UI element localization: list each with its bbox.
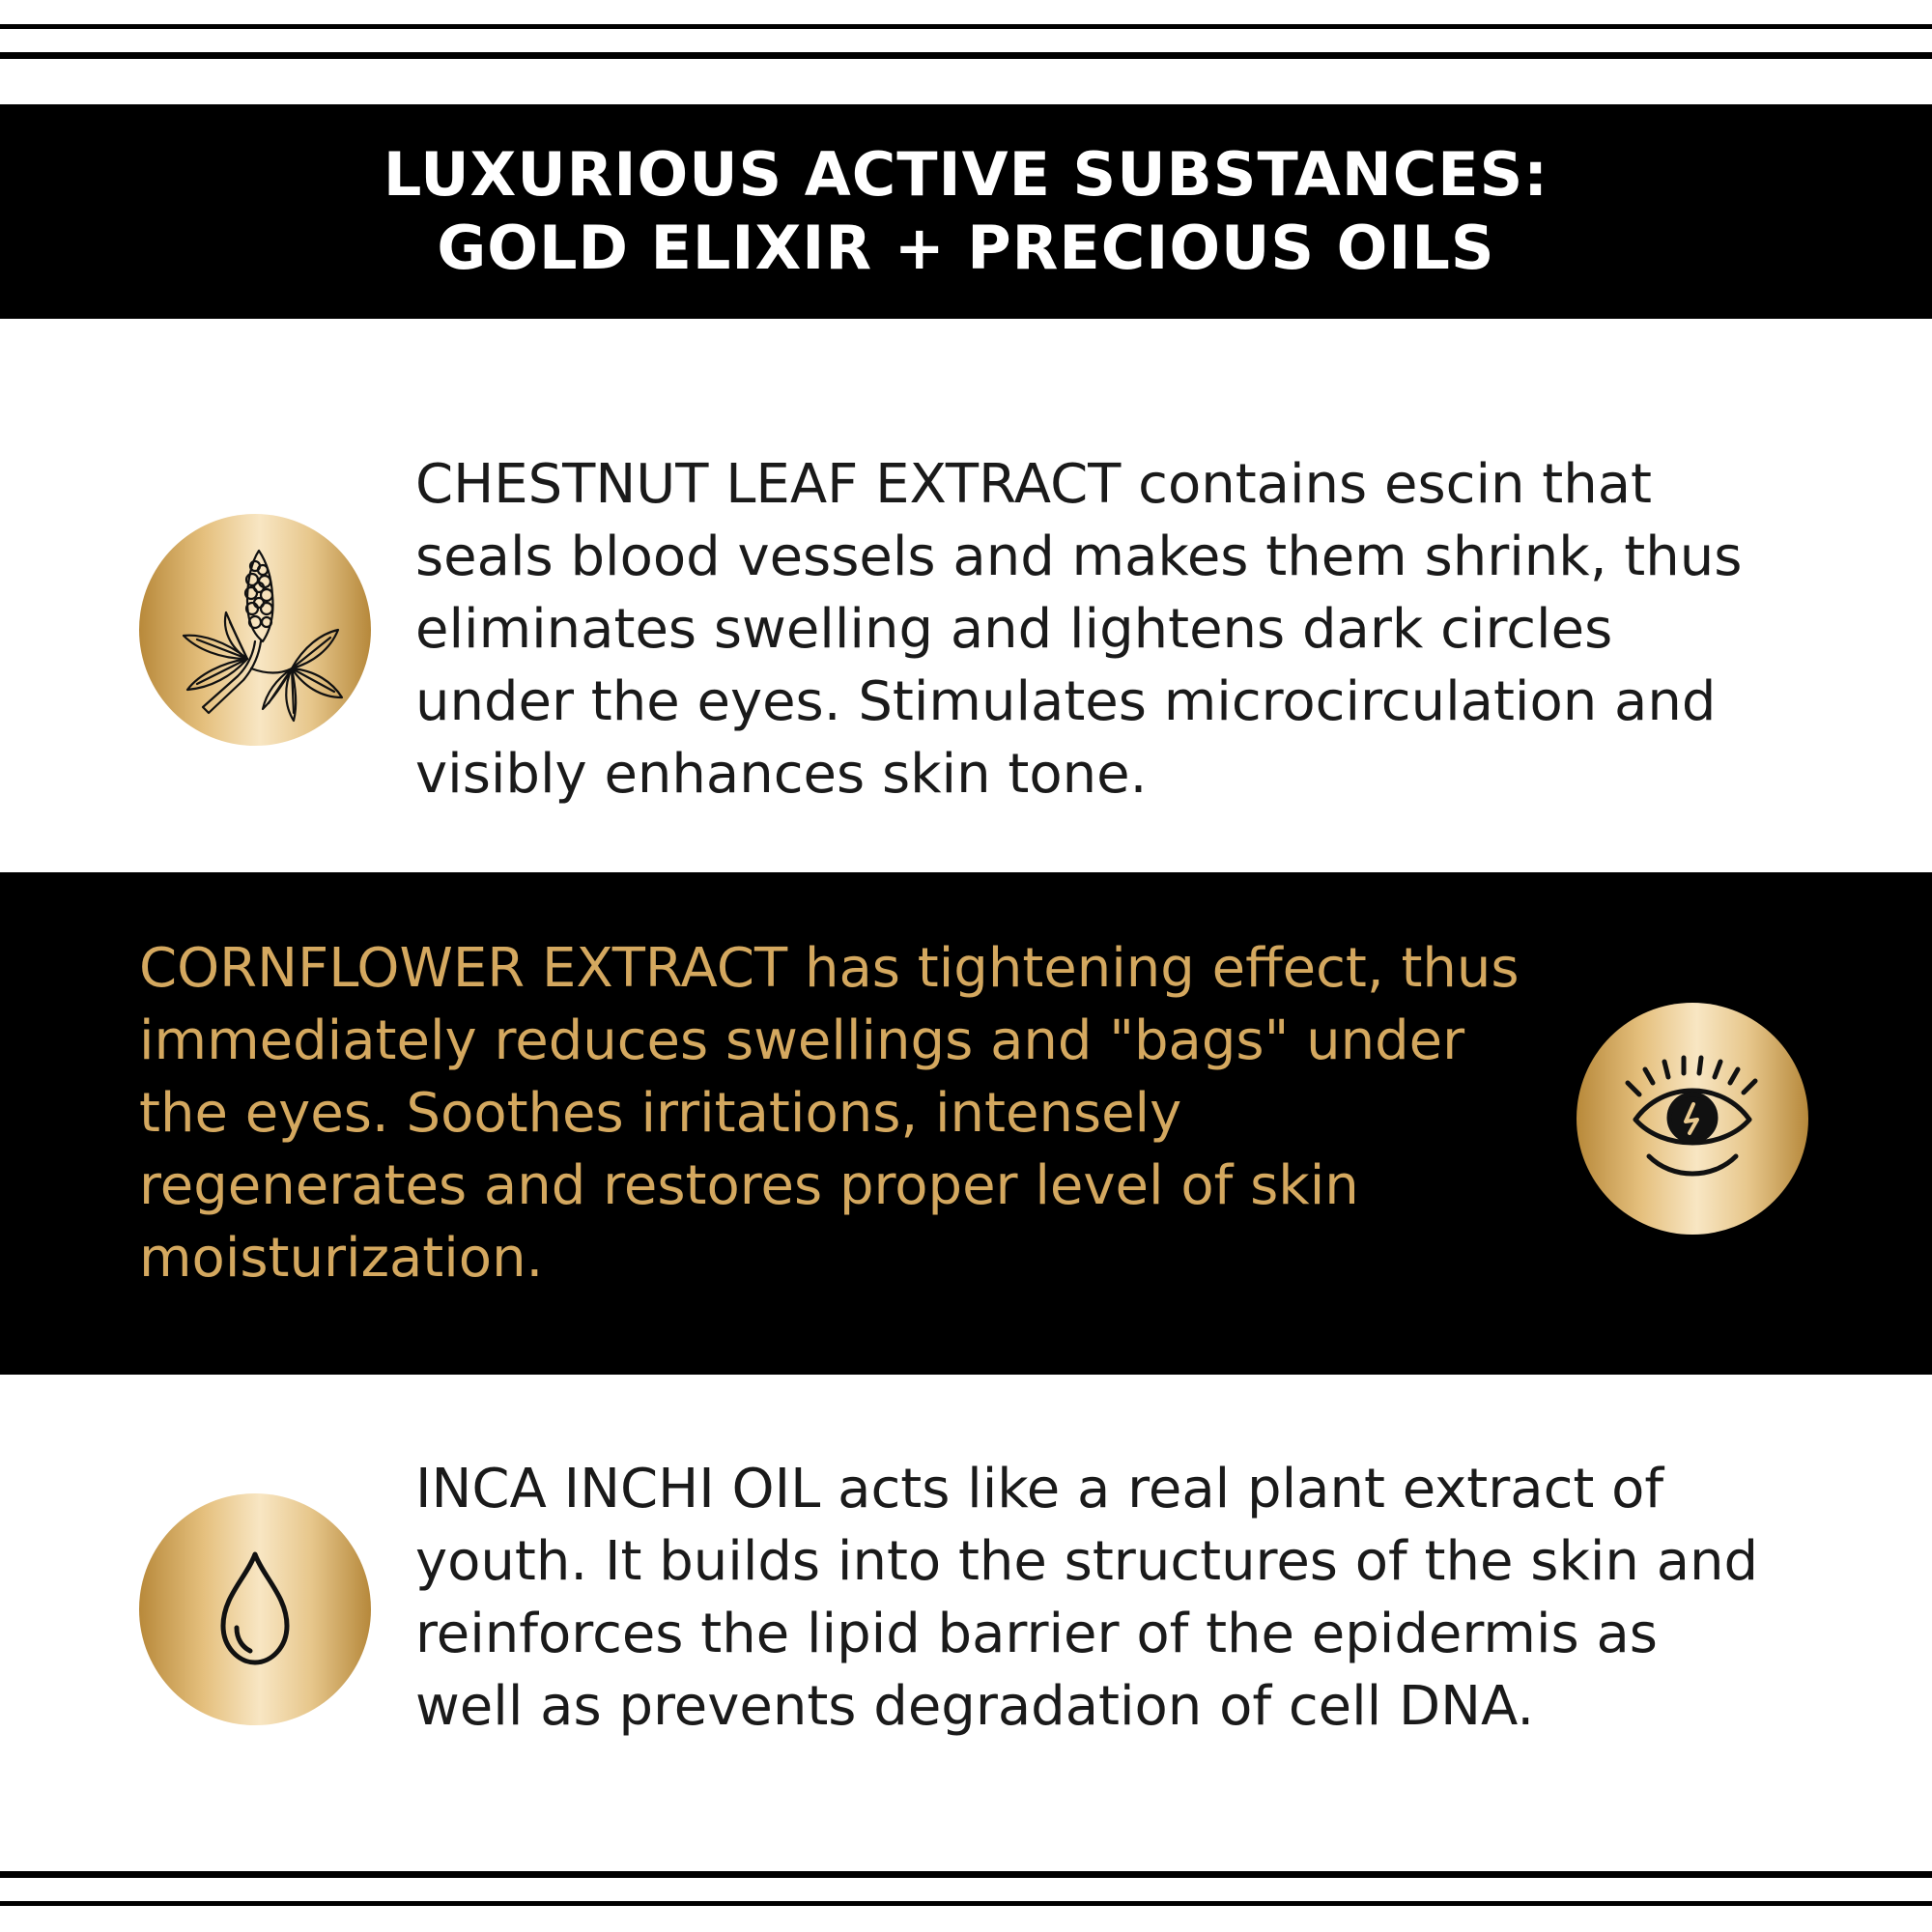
eye-icon: [1610, 1037, 1775, 1201]
bottom-rule-1: [0, 1871, 1932, 1878]
cornflower-line-3: the eyes. Soothes irritations, intensely: [139, 1082, 1182, 1145]
header-title-line-2: GOLD ELIXIR + PRECIOUS OILS: [437, 213, 1495, 283]
oil-drop-icon: [183, 1537, 327, 1682]
cornflower-description: [139, 932, 1520, 1294]
oil-drop-icon-badge: [139, 1493, 371, 1725]
chestnut-branch-icon: [158, 533, 352, 726]
chestnut-line-5: visibly enhances skin tone.: [415, 743, 1148, 806]
chestnut-line-4: under the eyes. Stimulates microcirculation and: [415, 670, 1717, 733]
cornflower-line-2: immediately reduces swellings and "bags" under: [139, 1009, 1465, 1072]
bottom-rule-2: [0, 1901, 1932, 1906]
chestnut-description: [415, 448, 1742, 810]
inca-line-1: INCA INCHI OIL acts like a real plant extract of: [415, 1458, 1664, 1520]
inca-line-3: reinforces the lipid barrier of the epidermis as: [415, 1603, 1658, 1665]
cornflower-line-4: regenerates and restores proper level of skin: [139, 1154, 1359, 1217]
cornflower-line-5: moisturization.: [139, 1227, 544, 1290]
top-rule-1: [0, 24, 1932, 29]
chestnut-line-1: CHESTNUT LEAF EXTRACT contains escin that: [415, 453, 1653, 516]
chestnut-icon-badge: [139, 514, 371, 746]
eye-icon-badge: [1577, 1003, 1808, 1235]
top-rule-2: [0, 52, 1932, 59]
header-banner: [0, 104, 1932, 319]
header-title-line-1: LUXURIOUS ACTIVE SUBSTANCES:: [383, 139, 1549, 210]
inca-inchi-description: [415, 1453, 1758, 1743]
cornflower-line-1: CORNFLOWER EXTRACT has tightening effect, thus: [139, 937, 1520, 1000]
inca-line-4: well as prevents degradation of cell DNA.: [415, 1675, 1535, 1738]
chestnut-line-3: eliminates swelling and lightens dark circles: [415, 598, 1613, 661]
chestnut-line-2: seals blood vessels and makes them shrink, thus: [415, 526, 1743, 588]
inca-line-2: youth. It builds into the structures of the skin and: [415, 1530, 1759, 1593]
